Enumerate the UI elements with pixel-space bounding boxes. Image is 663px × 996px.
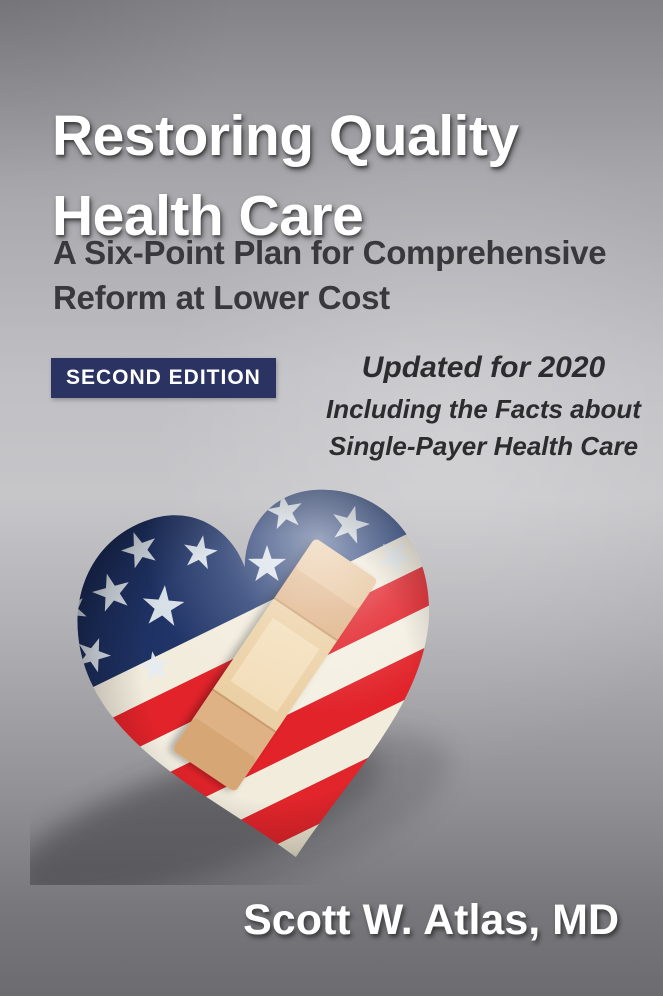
update-note-line-3: Single-Payer Health Care (328, 431, 639, 461)
author-name: Scott W. Atlas, MD (243, 896, 619, 944)
subtitle-line-2: Reform at Lower Cost (53, 279, 390, 316)
update-note-line-1: Updated for 2020 (361, 351, 606, 384)
edition-badge: SECOND EDITION (51, 358, 276, 398)
flag-heart-image (30, 435, 470, 885)
subtitle-line-1: A Six-Point Plan for Comprehensive (53, 234, 607, 271)
title-line-1: Restoring Quality (52, 104, 519, 169)
book-subtitle (53, 230, 606, 320)
title-line-2: Health Care (52, 184, 364, 249)
update-note-line-2: Including the Facts about (326, 394, 641, 424)
